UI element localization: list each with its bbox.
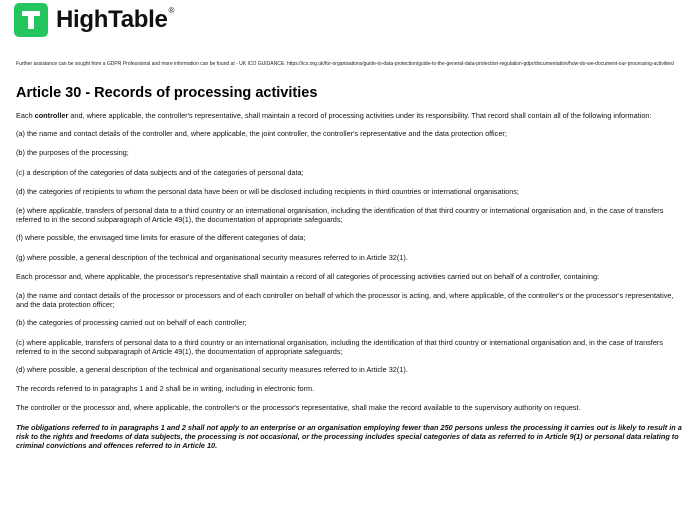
controller-item-g: (g) where possible, a general description of the technical and organisational security measures referred to in Article 32(1). [16, 252, 408, 262]
paragraph-3: The records referred to in paragraphs 1 and 2 shall be in writing, including in electronic form. [16, 384, 315, 394]
paragraph-4: The controller or the processor and, where applicable, the controller's or the processor's representative, shall make the record available to the supervisory authority on request. [16, 403, 581, 413]
controller-item-f: (f) where possible, the envisaged time limits for erasure of the different categories of data; [16, 233, 306, 243]
hightable-logo-icon [14, 3, 48, 37]
brand-name: HighTable® [56, 6, 175, 33]
processor-item-d: (d) where possible, a general description of the technical and organisational security measures referred to in Article 32(1). [16, 365, 408, 375]
controller-item-e: (e) where applicable, transfers of personal data to a third country or an international organisation, including the identification of that third country or international organisation and, in the case of transfers referred to in the second subparagraph of Article 49(1), the documentation of appropriate safeguards; [16, 206, 664, 225]
article-body [16, 111, 686, 460]
processor-item-a: (a) the name and contact details of the processor or processors and of each controller on behalf of which the processor is acting, and, where applicable, of the controller's or the processor's representative, and the data protection officer; [16, 291, 674, 310]
controller-item-d: (d) the categories of recipients to whom the personal data have been or will be disclosed including recipients in third countries or international organisations; [16, 186, 519, 196]
guidance-note: Further assistance can be sought from a GDPR Professional and more information can be found at - UK ICO GUIDANCE: https://ico.org.uk/for-organisations/guide-to-data-protection/guide-to-the-general-data-protection-regulation-gdpr/documentation/how-do-we-document-our-processing-activities/ [16, 61, 675, 67]
controller-intro: Each controller and, where applicable, the controller's representative, shall maintain a record of processing activities under its responsibility. That record shall contain all of the following information: [16, 111, 652, 120]
paragraph-5: The obligations referred to in paragraphs 1 and 2 shall not apply to an enterprise or an organisation employing fewer than 250 persons unless the processing it carries out is likely to result in a risk to the rights and freedoms of data subjects, the processing is not occasional, or the processing includes special categories of data as referred to in Article 9(1) or personal data relating to criminal convictions and offences referred to in Article 10. [16, 422, 682, 451]
processor-item-c: (c) where applicable, transfers of personal data to a third country or an international organisation, including the identification of that third country or international organisation and, in the case of transfers referred to in the second subparagraph of Article 49(1), the documentation of appropriate safeguards; [16, 337, 663, 356]
processor-intro: Each processor and, where applicable, the processor's representative shall maintain a record of all categories of processing activities carried out on behalf of a controller, containing: [16, 271, 600, 281]
controller-item-c: (c) a description of the categories of data subjects and of the categories of personal data; [16, 167, 304, 177]
controller-item-a: (a) the name and contact details of the controller and, where applicable, the joint controller, the controller's representative and the data protection officer; [16, 129, 507, 139]
controller-term: controller [34, 111, 69, 120]
processor-item-b: (b) the categories of processing carried out on behalf of each controller; [16, 318, 247, 328]
controller-item-b: (b) the purposes of the processing; [16, 148, 129, 158]
brand-logo [14, 3, 174, 37]
page-title: Article 30 - Records of processing activities [16, 85, 318, 101]
registered-mark: ® [168, 6, 175, 15]
